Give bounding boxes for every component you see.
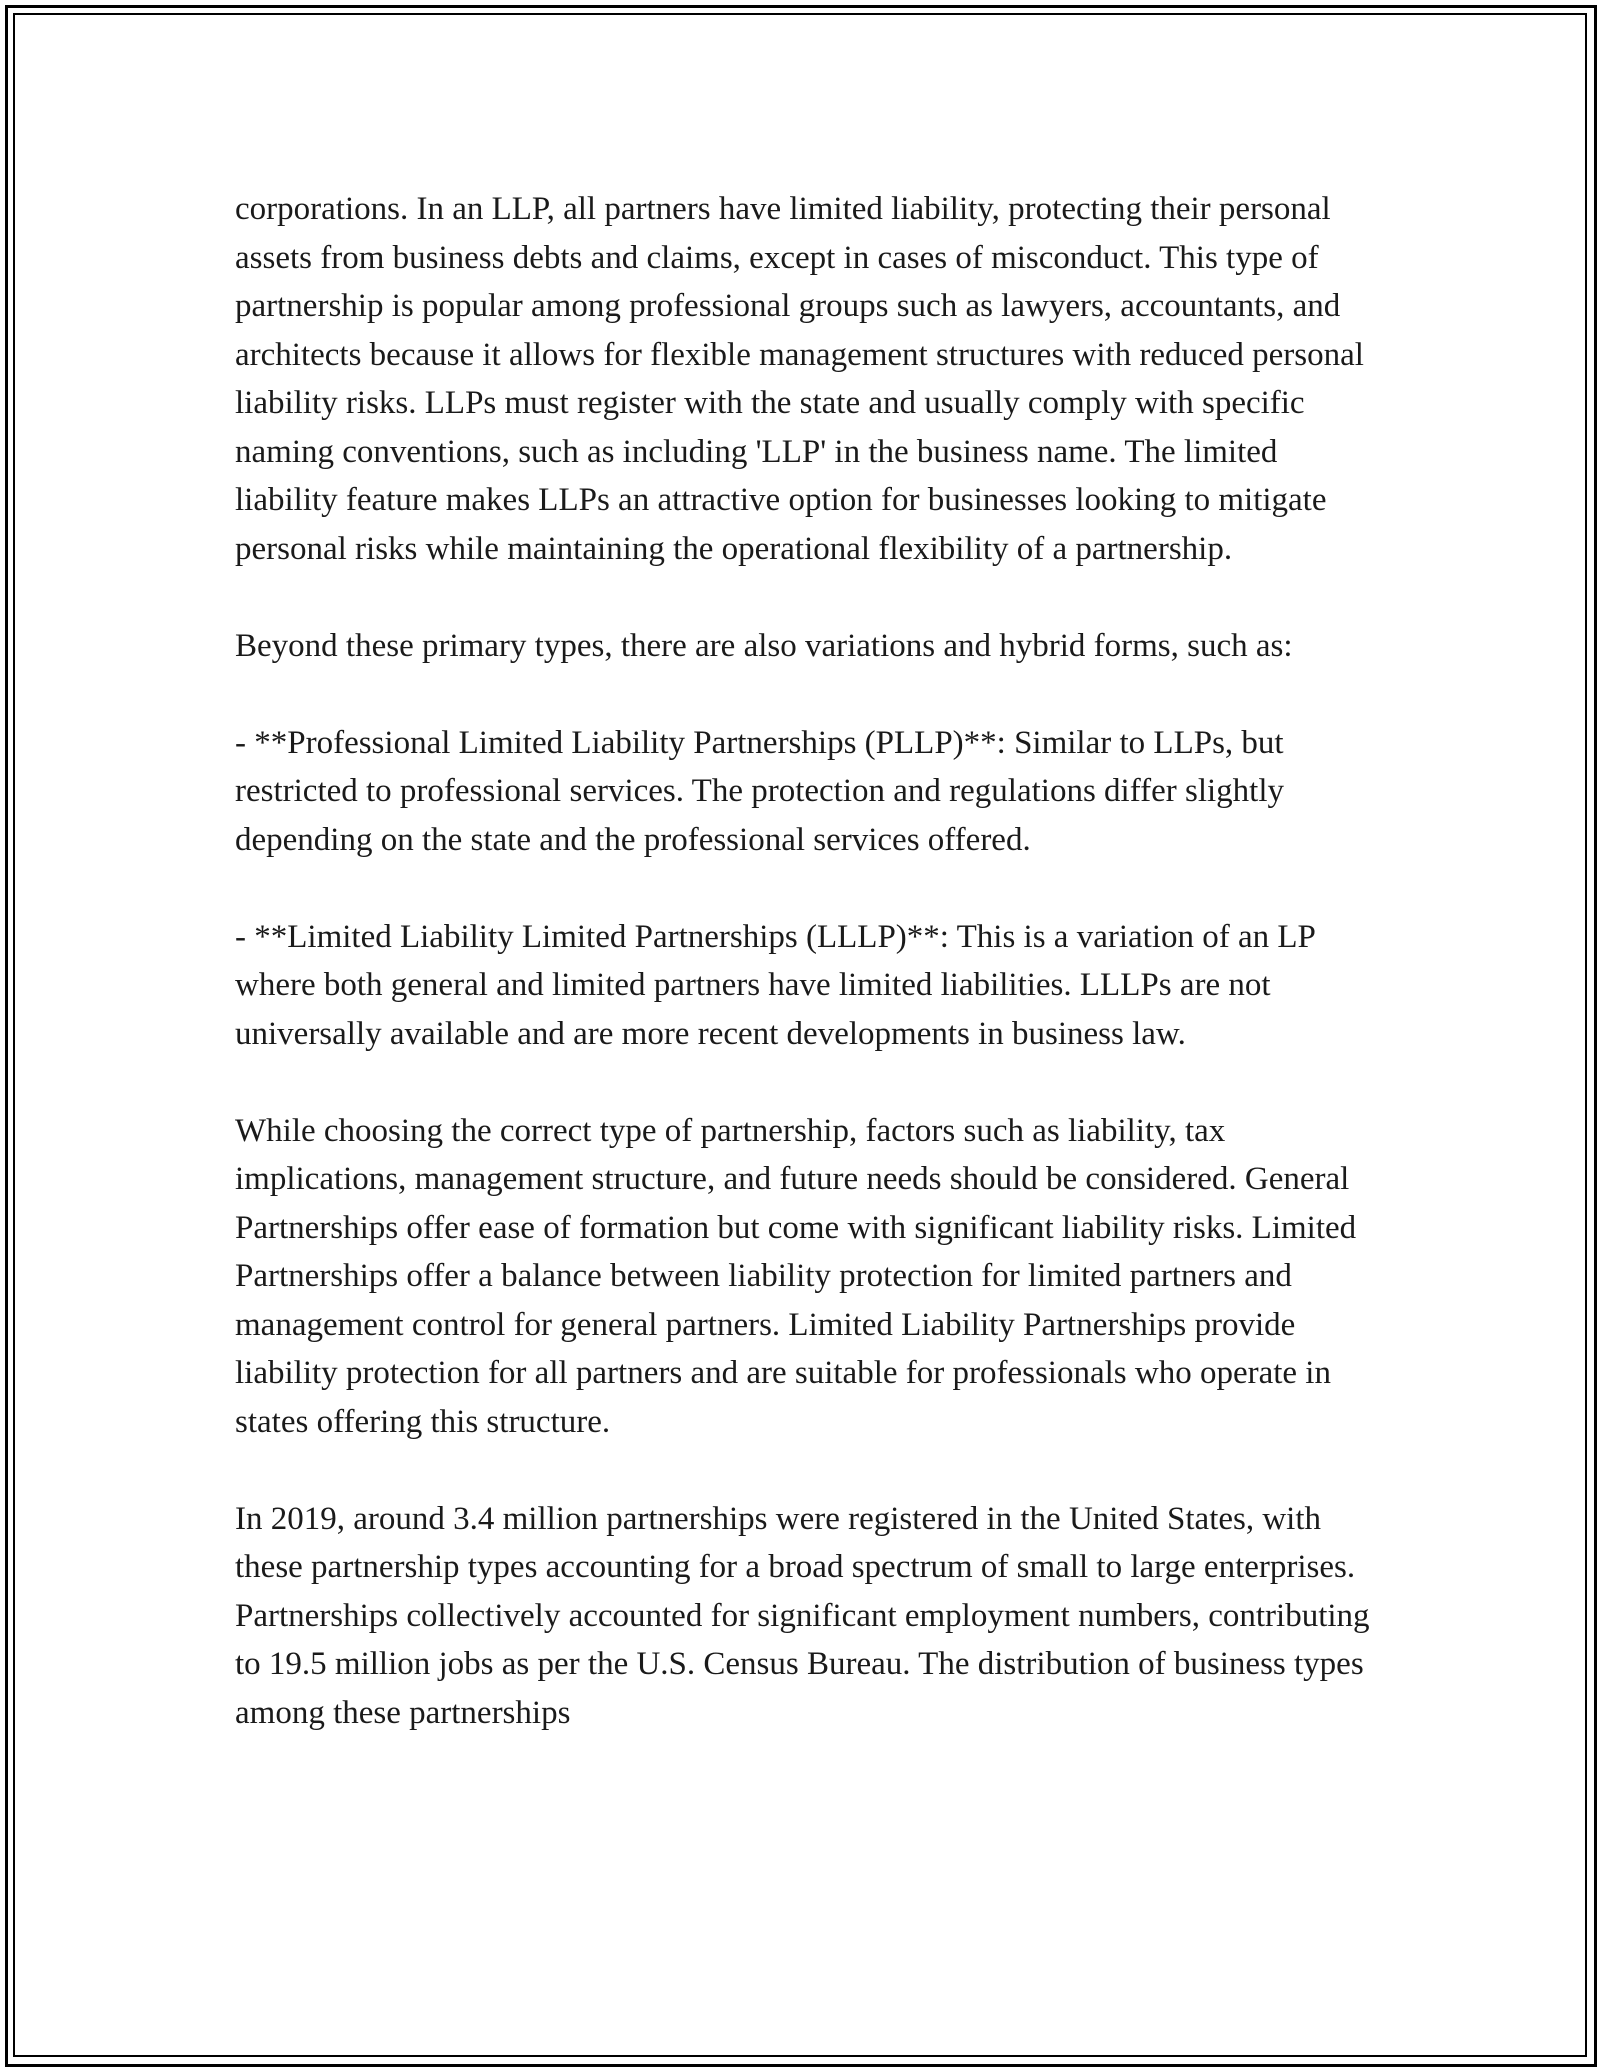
list-item-pllp: - **Professional Limited Liability Partnerships (PLLP)**: Similar to LLPs, but restricted to professional services. The protection and regulations differ slightly depending on the state and the professional services offered. — [235, 724, 1284, 858]
paragraph-llp-description: corporations. In an LLP, all partners have limited liability, protecting their personal assets from business debts and claims, except in cases of misconduct. This type of partnership is popular among professional groups such as lawyers, accountants, and architects because it allows for flexible management structures with reduced personal liability risks. LLPs must register with the state and usually comply with specific naming conventions, such as including 'LLP' in the business name. The limited liability feature makes LLPs an attractive option for businesses looking to mitigate personal risks while maintaining the operational flexibility of a partnership. — [235, 191, 1364, 567]
paragraph-choosing-partnership: While choosing the correct type of partnership, factors such as liability, tax implications, management structure, and future needs should be considered. General Partnerships offer ease of formation but come with significant liability risks. Limited Partnerships offer a balance between liability protection for limited partners and management control for general partners. Limited Liability Partnerships provide liability protection for all partners and are suitable for professionals who operate in states offering this structure. — [235, 1112, 1357, 1440]
paragraph-statistics-2019: In 2019, around 3.4 million partnerships were registered in the United States, with these partnership types accounting for a broad spectrum of small to large enterprises. Partnerships collectively accounted for significant employment numbers, contributing to 19.5 million jobs as per the U.S. Census Bureau. The distribution of business types among these partnerships — [235, 1500, 1370, 1731]
paragraph-variations-intro: Beyond these primary types, there are also variations and hybrid forms, such as: — [235, 627, 1293, 664]
list-item-lllp: - **Limited Liability Limited Partnerships (LLLP)**: This is a variation of an LP where both general and limited partners have limited liabilities. LLLPs are not universally available and are more recent developments in business law. — [235, 918, 1315, 1052]
document-body — [235, 185, 1375, 1786]
